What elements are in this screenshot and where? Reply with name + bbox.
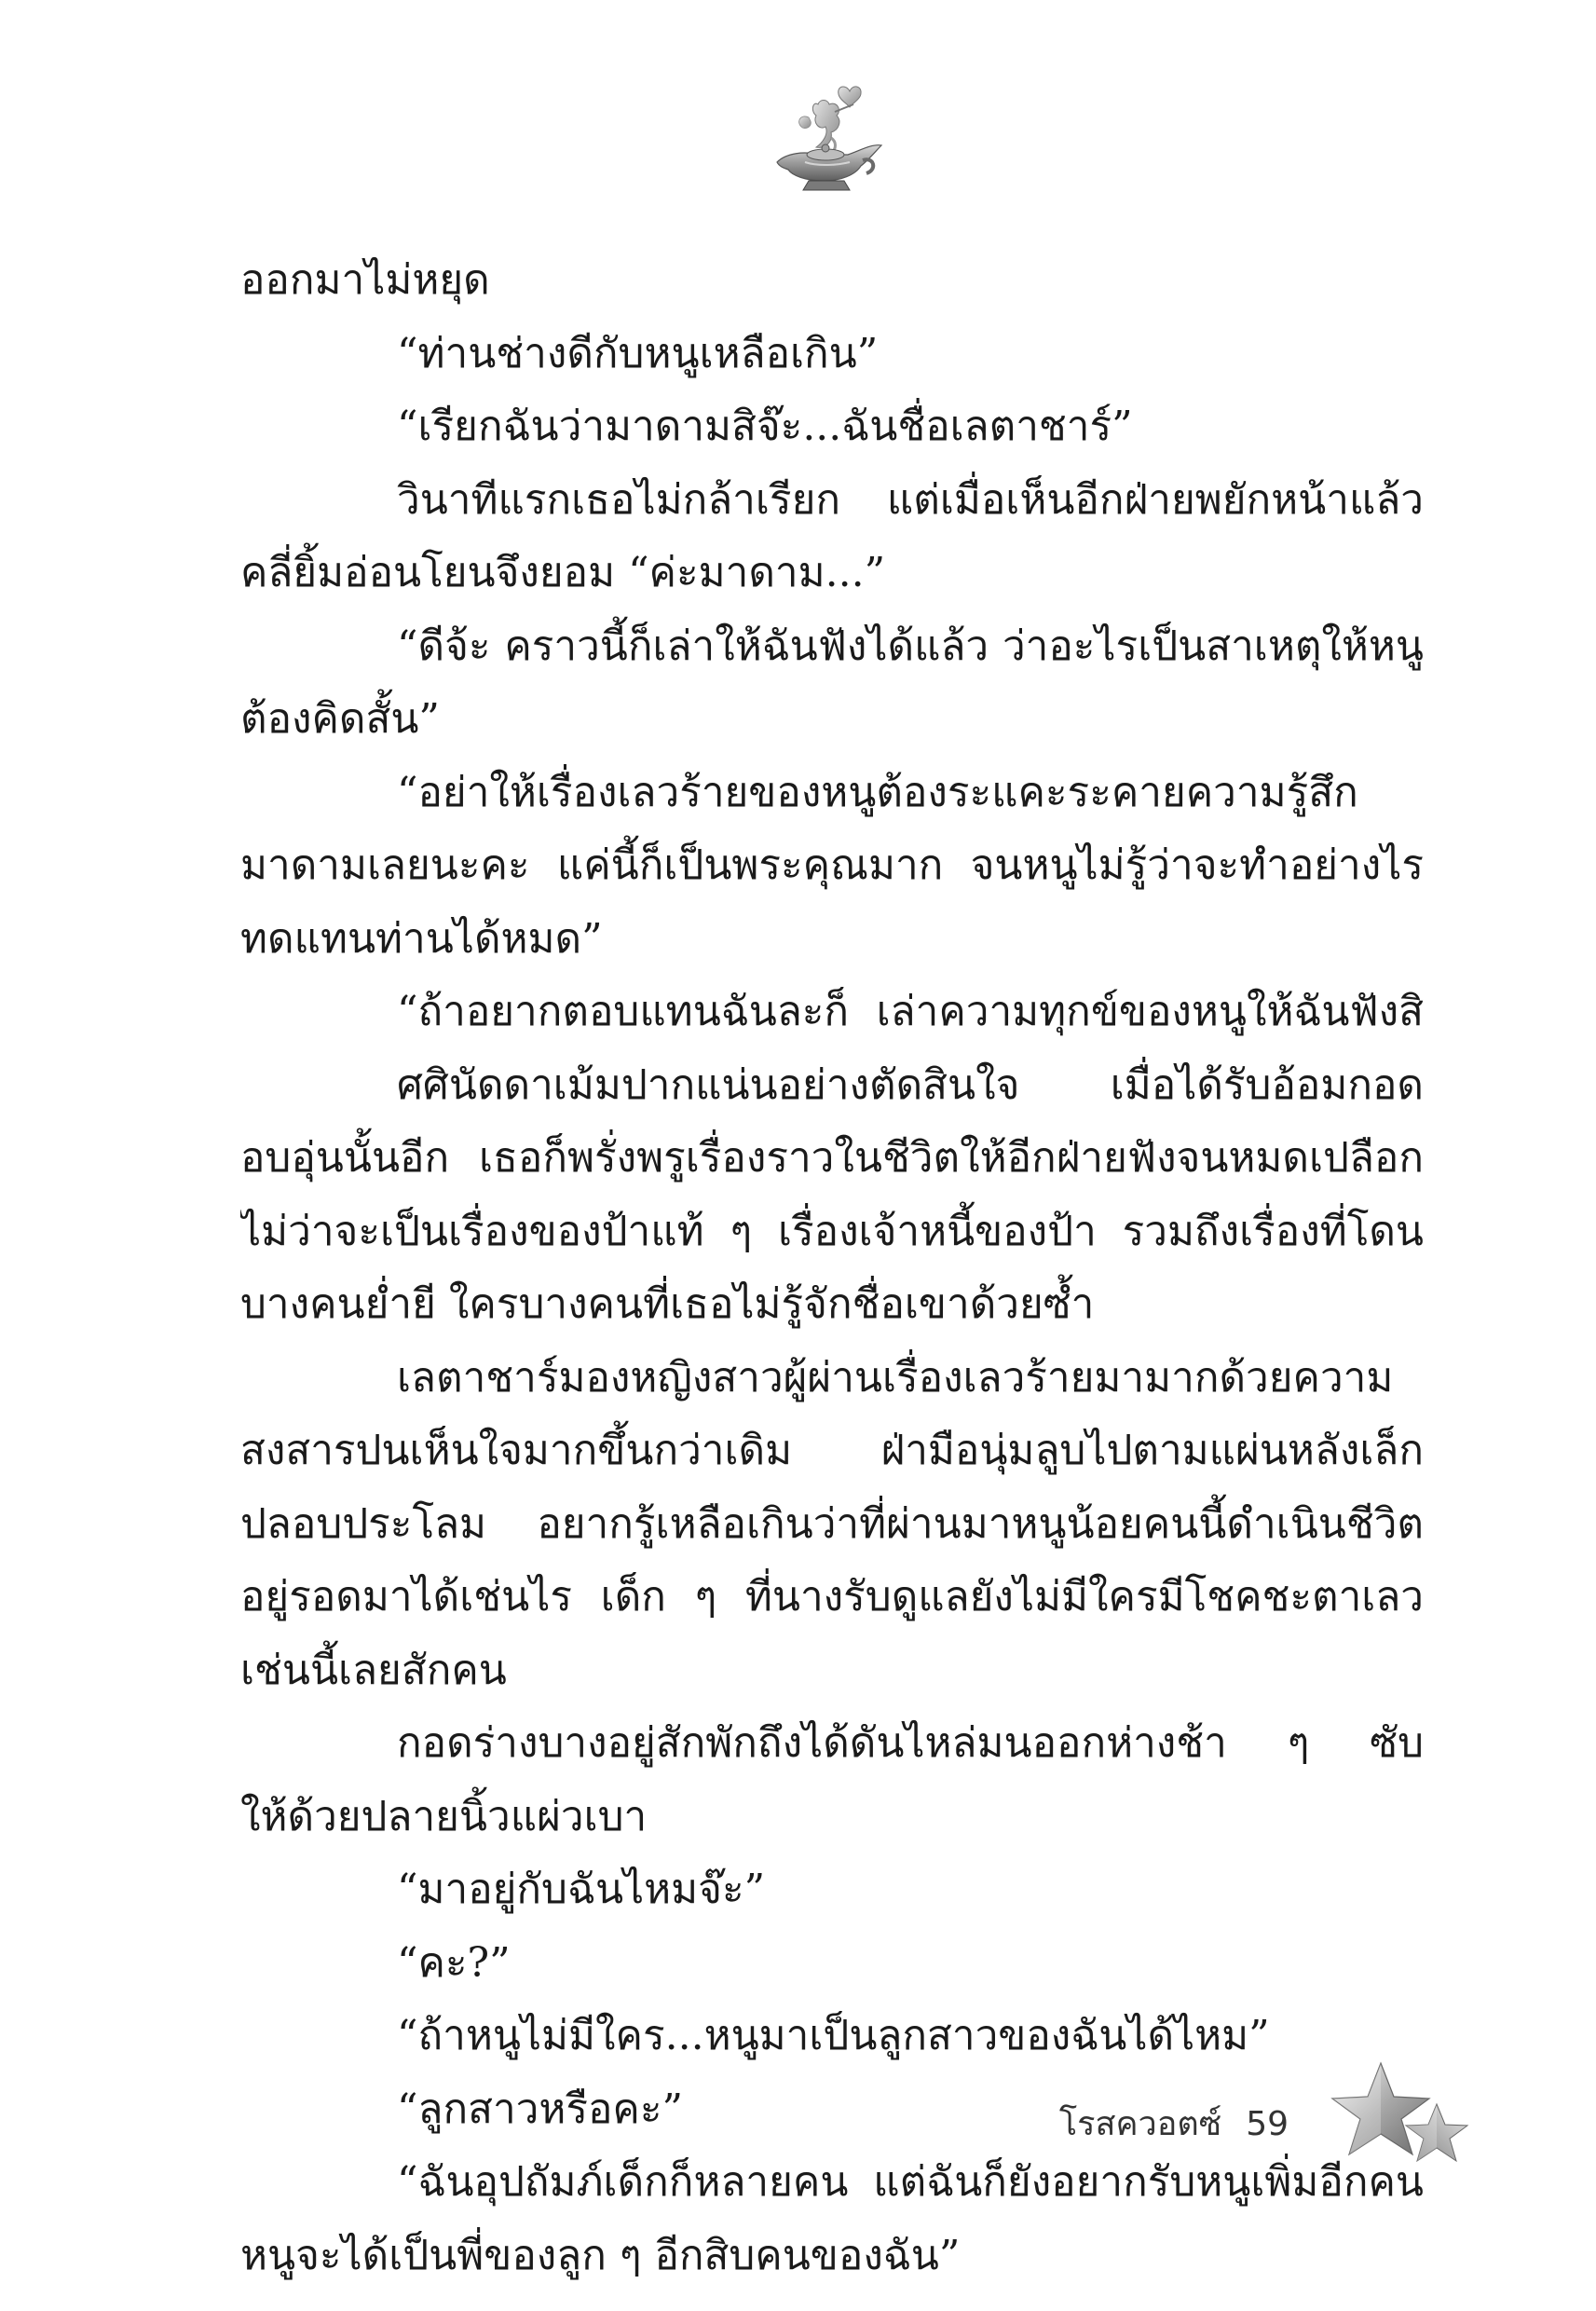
text-line: กอดร่างบางอยู่สักพักถึงได้ดันไหล่มนออกห่างช้า ๆ ซับ [397,1719,1424,1767]
text-line: ทดแทนท่านได้หมด” [240,914,603,963]
text-line: “เรียกฉันว่ามาดามสิจ๊ะ...ฉันชื่อเลตาชาร์” [397,403,1133,450]
text-line: “ท่านช่างดีกับหนูเหลือเกิน” [397,329,879,377]
text-line: ให้ด้วยปลายนิ้วแผ่วเบา [240,1792,648,1840]
silver-stars-icon [1323,2058,1481,2179]
text-line: อยู่รอดมาได้เช่นไร เด็ก ๆ ที่นางรับดูแลยังไม่มีใครมีโชคชะตาเลว [240,1573,1424,1620]
text-line: วินาทีแรกเธอไม่กล้าเรียก แต่เมื่อเห็นอีกฝ่ายพยักหน้าแล้ว [397,475,1424,524]
text-line: “ลูกสาวหรือคะ” [397,2085,683,2133]
page-number: 59 [1246,2105,1289,2143]
text-line: ออกมาไม่หยุด [240,256,490,304]
body-text [240,244,1424,2292]
text-line: เลตาชาร์มองหญิงสาวผู้ผ่านเรื่องเลวร้ายมามากด้วยความ [397,1353,1394,1402]
text-line: ไม่ว่าจะเป็นเรื่องของป้าแท้ ๆ เรื่องเจ้าหนี้ของป้า รวมถึงเรื่องที่โดน [240,1207,1424,1255]
text-line: “ฉันอุปถัมภ์เด็กก็หลายคน แต่ฉันก็ยังอยากรับหนูเพิ่มอีกคน [397,2158,1424,2206]
text-line: สงสารปนเห็นใจมากขึ้นกว่าเดิม ฝ่ามือนุ่มลูบไปตามแผ่นหลังเล็ก [240,1427,1424,1474]
text-line: หนูจะได้เป็นพี่ของลูก ๆ อีกสิบคนของฉัน” [240,2231,961,2279]
text-line: “ถ้าอยากตอบแทนฉันละก็ เล่าความทุกข์ของหนูให้ฉันฟังสิ [397,988,1424,1035]
genie-lamp-icon [764,76,894,198]
text-line: “มาอยู่กับฉันไหมจ๊ะ” [397,1866,766,1913]
text-line: “ดีจ้ะ คราวนี้ก็เล่าให้ฉันฟังได้แล้ว ว่าอะไรเป็นสาเหตุให้หนู [397,622,1424,670]
text-line: อบอุ่นนั้นอีก เธอก็พรั่งพรูเรื่องราวในชีวิตให้อีกฝ่ายฟังจนหมดเปลือก [240,1134,1424,1182]
text-line: ต้องคิดสั้น” [240,695,440,743]
page-footer [1059,2097,1289,2153]
text-line: เช่นนี้เลยสักคน [240,1646,507,1694]
text-line: บางคนย่ำยี ใครบางคนที่เธอไม่รู้จักชื่อเขาด้วยซ้ำ [240,1280,1095,1328]
text-line: ปลอบประโลม อยากรู้เหลือเกินว่าที่ผ่านมาหนูน้อยคนนี้ดำเนินชีวิต [240,1499,1424,1548]
text-line: “คะ?” [397,1938,511,1987]
text-line: มาดามเลยนะคะ แค่นี้ก็เป็นพระคุณมาก จนหนูไม่รู้ว่าจะทำอย่างไร [240,841,1424,889]
text-line: ศศินัดดาเม้มปากแน่นอย่างตัดสินใจ เมื่อได้รับอ้อมกอด [397,1060,1424,1109]
text-line: คลี่ยิ้มอ่อนโยนจึงยอม “ค่ะมาดาม...” [240,549,886,596]
text-line: “ถ้าหนูไม่มีใคร...หนูมาเป็นลูกสาวของฉันได้ไหม” [397,2012,1270,2059]
text-line: “อย่าให้เรื่องเลวร้ายของหนูต้องระแคะระคายความรู้สึก [397,768,1358,816]
book-title: โรสควอตซ์ [1058,2105,1222,2143]
